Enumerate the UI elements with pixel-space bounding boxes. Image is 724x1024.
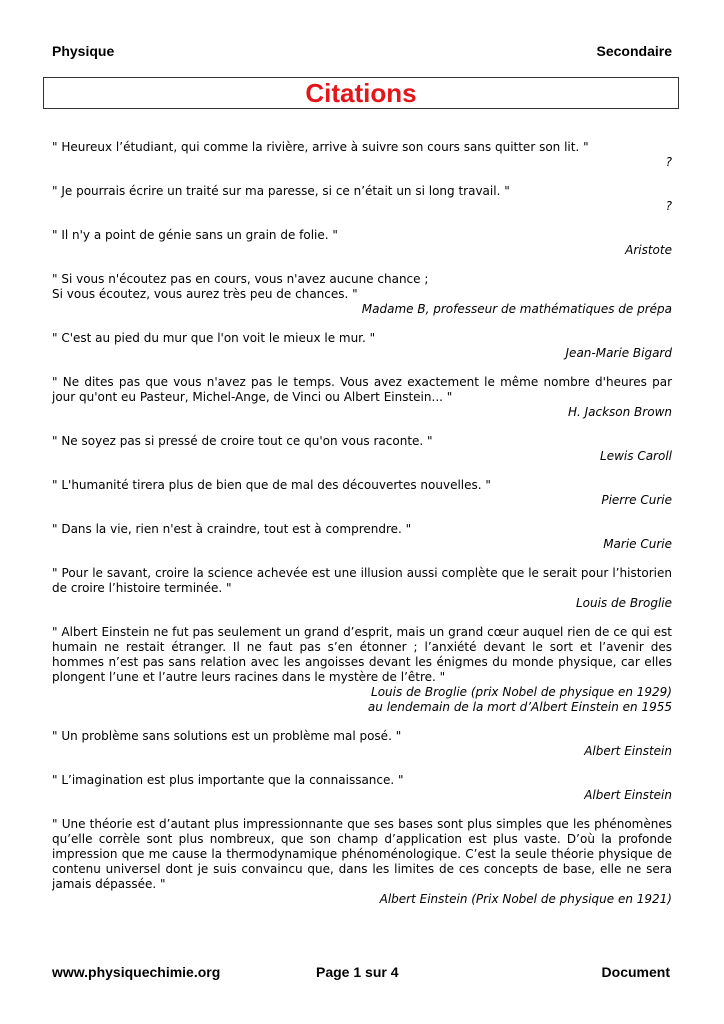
page-header [52,43,672,59]
header-subject: Physique [52,43,115,59]
title-box [43,77,679,109]
quote-author: ? [665,155,672,169]
quote-author: Pierre Curie [601,493,672,507]
quote-item [52,566,672,611]
quote-text: " Dans la vie, rien n'est à craindre, tout est à comprendre. " [52,522,412,536]
footer-page-number: Page 1 sur 4 [316,964,399,980]
quote-text: " Ne dites pas que vous n'avez pas le temps. Vous avez exactement le même nombre d'heures par jour qu'ont eu Pasteur, Michel-Ange, de Vinci ou Albert Einstein... " [52,375,672,404]
quote-author: au lendemain de la mort d’Albert Einstein en 1955 [367,700,672,714]
quote-author: Lewis Caroll [600,449,672,463]
quote-author: Albert Einstein [584,788,672,802]
quote-item [52,478,672,508]
quote-item [52,434,672,464]
quote-item [52,817,672,907]
quote-item [52,375,672,420]
quotes-list [52,140,672,921]
quote-author: Louis de Broglie (prix Nobel de physique en 1929) [371,685,672,699]
quote-text: " Si vous n'écoutez pas en cours, vous n'avez aucune chance ; Si vous écoutez, vous aurez très peu de chances. " [52,272,429,301]
quote-author: Madame B, professeur de mathématiques de prépa [361,302,672,316]
quote-item [52,729,672,759]
footer-document-label: Document [601,964,670,980]
quote-text: " Je pourrais écrire un traité sur ma paresse, si ce n’était un si long travail. " [52,184,510,198]
quote-text: " Il n'y a point de génie sans un grain de folie. " [52,228,338,242]
quote-author: Louis de Broglie [575,596,672,610]
quote-author: Albert Einstein (Prix Nobel de physique en 1921) [379,892,672,906]
quote-text: " Ne soyez pas si pressé de croire tout ce qu'on vous raconte. " [52,434,433,448]
quote-author: ? [665,199,672,213]
page-title: Citations [305,78,417,108]
quote-text: " C'est au pied du mur que l'on voit le mieux le mur. " [52,331,376,345]
quote-text: " Une théorie est d’autant plus impressionnante que ses bases sont plus simples que les phénomènes qu’elle corrèle sont plus nombreux, que son champ d’application est plus vaste. D’où la profonde impression que me cause la thermodynamique phénoménologique. C’est la seule théorie physique de contenu universel dont je suis convaincu que, dans les limites de ces concepts de base, elle ne sera jamais dépassée. " [52,817,672,891]
quote-author: Aristote [625,243,672,257]
quote-text: " Albert Einstein ne fut pas seulement un grand d’esprit, mais un grand cœur auquel rien de ce qui est humain ne restait étranger. Il ne faut pas s’en étonner ; l’anxiété devant le sort et l’avenir des hommes n’est pas sans relation avec les angoisses devant les énigmes du monde physique, car elles plongent l’une et l’autre leurs racines dans le mystère de l’être. " [52,625,672,684]
quote-item [52,773,672,803]
quote-item [52,184,672,214]
quote-item [52,272,672,317]
quote-item [52,140,672,170]
quote-author: H. Jackson Brown [567,405,672,419]
page-footer [52,964,670,984]
footer-website: www.physiquechimie.org [52,964,221,980]
quote-text: " Un problème sans solutions est un problème mal posé. " [52,729,402,743]
quote-item [52,625,672,715]
quote-text: " Pour le savant, croire la science achevée est une illusion aussi complète que le serait pour l’historien de croire l’histoire terminée. " [52,566,672,595]
quote-text: " Heureux l’étudiant, qui comme la rivière, arrive à suivre son cours sans quitter son lit. " [52,140,589,154]
quote-author: Marie Curie [603,537,672,551]
quote-text: " L'humanité tirera plus de bien que de mal des découvertes nouvelles. " [52,478,491,492]
header-level: Secondaire [596,43,672,59]
quote-author: Albert Einstein [584,744,672,758]
quote-text: " L’imagination est plus importante que la connaissance. " [52,773,404,787]
quote-item [52,228,672,258]
quote-item [52,522,672,552]
quote-author: Jean-Marie Bigard [565,346,672,360]
quote-item [52,331,672,361]
